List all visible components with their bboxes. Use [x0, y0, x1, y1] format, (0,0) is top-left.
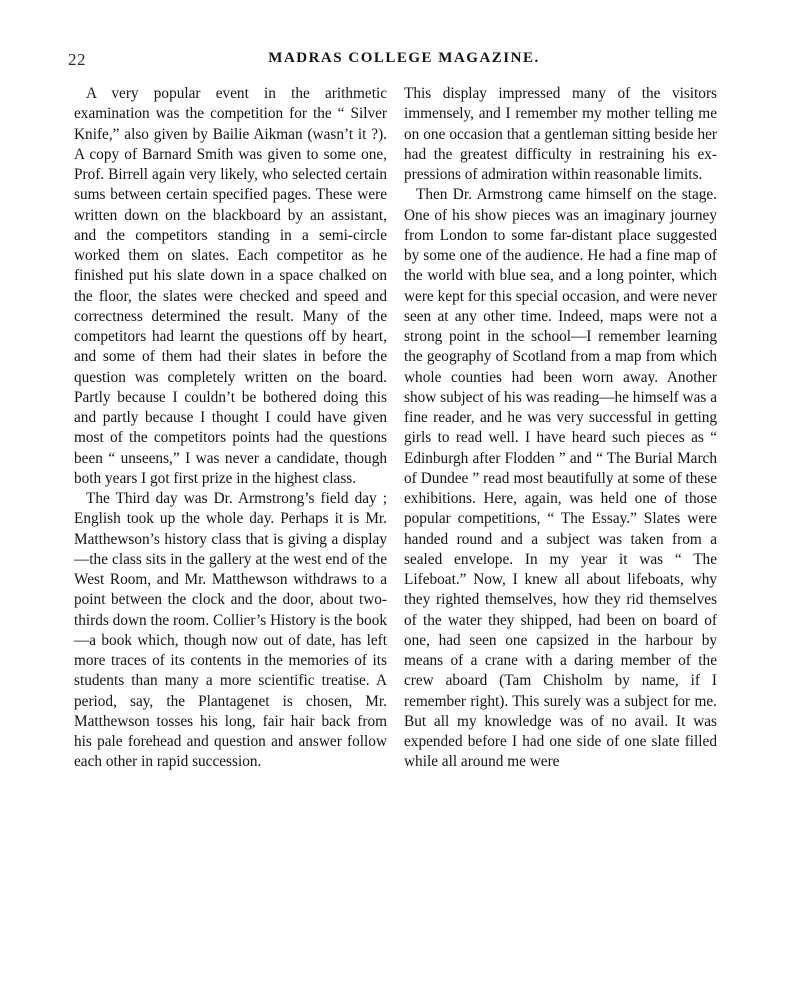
paragraph-dr-armstrong: Then Dr. Armstrong came himself on the stage. One of his show pieces was an imaginary journey from London to some far-distant place suggested by some one of the audience. He had a fine map of the world with blue sea, and a long pointer, which were kept for this special occasion, and were never seen at any other time. Indeed, maps were not a strong point in the school—I remember learning the geography of Scotland from a map from which whole counties had been worn away. Another show subject of his was reading—he himself was a fine reader, and he was very successful in getting girls to read well. I have heard such pieces as “ Edinburgh after Flodden ” and “ The Burial March of Dundee ” read most beautifully at some of these exhibitions. Here, again, was held one of those popular competitions, “ The Essay.” Slates were handed round and a subject was taken from a sealed envelope. In my year it was “ The Lifeboat.” Now, I knew all about lifeboats, why they righted themselves, how they rid themselves of the water they shipped, had been on board of one, had seen one capsized in the harbour by means of a crane with a daring member of the crew aboard (Tam Chisholm by name, if I remember right). This surely was a subject for me. But all my knowledge was of no avail. It was expended before I had one side of one slate filled while all around me were	[404, 186, 717, 771]
page-header	[68, 50, 720, 72]
page-number: 22	[68, 50, 86, 69]
paragraph-silver-knife: A very popular event in the arithmetic examination was the competition for the “ Silver Knife,” also given by Bailie Aikman (wasn’t it ?). A copy of Barnard Smith was given to some one, Prof. Birrell again very likely, who selected certain sums between certain specified pages. These were written down on the blackboard by an assistant, and the competitors standing in a semi-circle worked them on slates. Each competitor as he finished put his slate down in a space chalked on the floor, the slates were checked and speed and correctness determined the result. Many of the competitors had learnt the questions off by heart, and some of them had their slates in before the question was completely written on the board. Partly because I couldn’t be bothered doing this and partly because I thought I could have given most of the competitors points had the questions been “ unseens,” I was never a candidate, though both years I got first prize in the highest class.	[74, 85, 387, 487]
right-column	[404, 84, 717, 773]
paragraph-display-continued: This display impressed many of the visitors immensely, and I remember my mother telling me on one occasion that a gentleman sitting beside her had the greatest difficulty in restraining his expressions of admiration within reasonable limits.	[404, 85, 717, 183]
running-head-title: MADRAS COLLEGE MAGAZINE.	[268, 50, 540, 66]
left-column	[74, 84, 387, 773]
paragraph-third-day: The Third day was Dr. Armstrong’s field day ; English took up the whole day. Perhaps it is Mr. Matthewson’s history class that is giving a display—the class sits in the gallery at the west end of the West Room, and Mr. Matthewson withdraws to a point between the clock and the door, about two-thirds down the room. Collier’s History is the book—a book which, though now out of date, has left more traces of its contents in the memories of its students than many a more scientific treatise. A period, say, the Plantagenet is chosen, Mr. Matthewson tosses his long, fair hair back from his pale forehead and question and answer follow each other in rapid succession.	[74, 490, 387, 771]
